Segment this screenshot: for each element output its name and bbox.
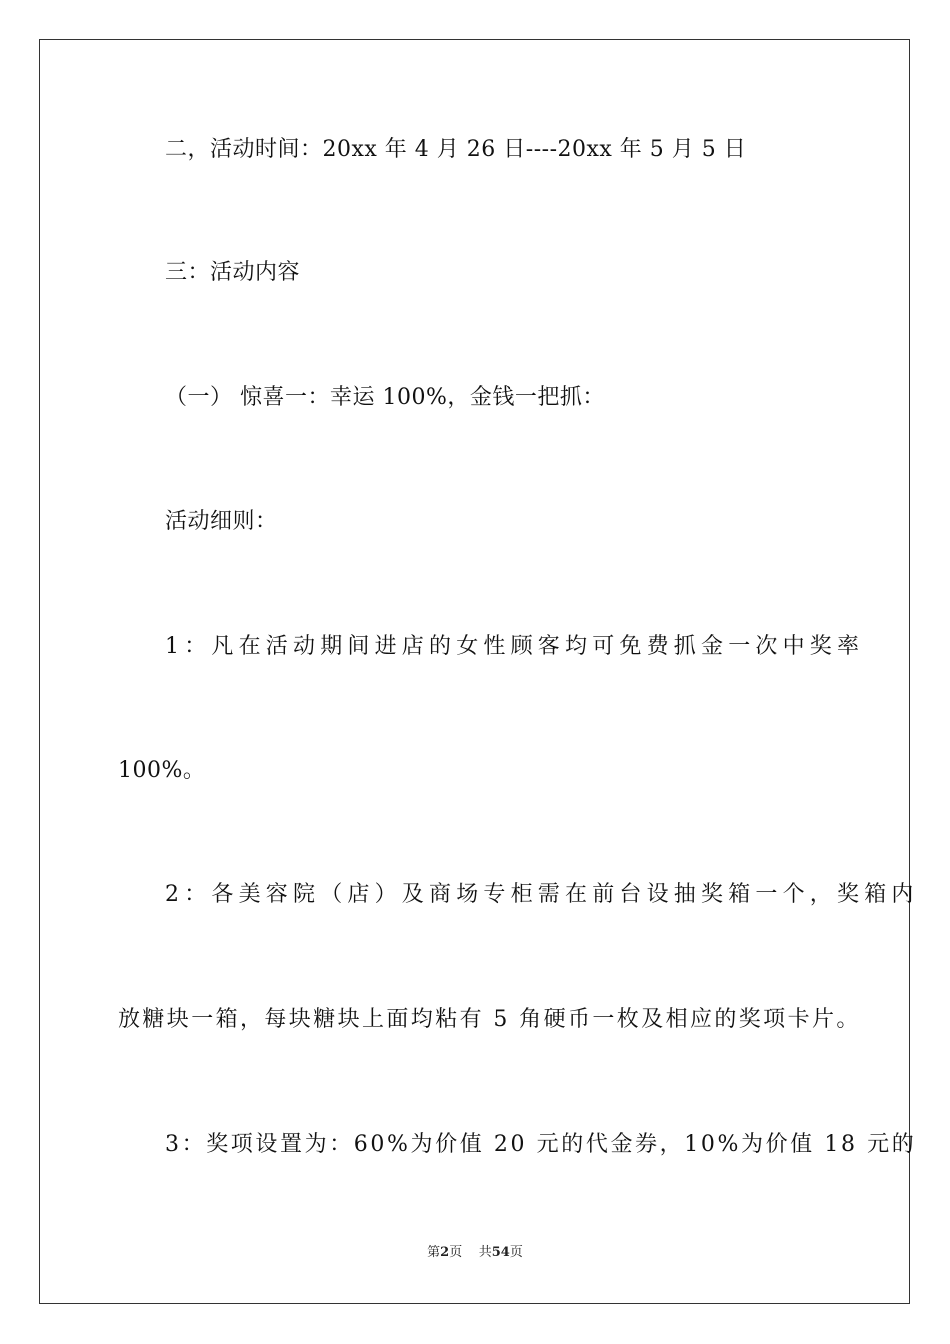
text-line-surprise-one: （一） 惊喜一：幸运 100%，金钱一把抓： <box>165 385 605 410</box>
footer-page-prefix: 第 <box>427 1245 441 1260</box>
footer-page-suffix: 页 <box>449 1245 463 1260</box>
text-line-rule-2-cont: 放糖块一箱，每块糖块上面均粘有 5 角硬币一枚及相应的奖项卡片。 <box>118 1007 861 1032</box>
text-line-activity-time: 二，活动时间：20xx 年 4 月 26 日----20xx 年 5 月 5 日 <box>165 137 747 162</box>
text-line-activity-content-heading: 三：活动内容 <box>165 260 301 285</box>
footer-total-pages: 54 <box>491 1245 510 1260</box>
text-line-rule-3: 3：奖项设置为：60%为价值 20 元的代金券，10%为价值 18 元的 <box>165 1132 917 1157</box>
footer-total-prefix: 共 <box>478 1245 492 1260</box>
page-footer <box>0 1244 950 1262</box>
footer-page-number: 2 <box>440 1245 450 1260</box>
footer-total-suffix: 页 <box>509 1245 523 1260</box>
text-line-rules-heading: 活动细则： <box>165 509 278 534</box>
page-border <box>39 39 919 1304</box>
text-line-rule-1: 1：凡在活动期间进店的女性顾客均可免费抓金一次中奖率 <box>165 634 865 659</box>
text-line-rule-2: 2：各美容院（店）及商场专柜需在前台设抽奖箱一个，奖箱内 <box>165 882 919 907</box>
text-line-rule-1-cont: 100%。 <box>118 758 206 783</box>
